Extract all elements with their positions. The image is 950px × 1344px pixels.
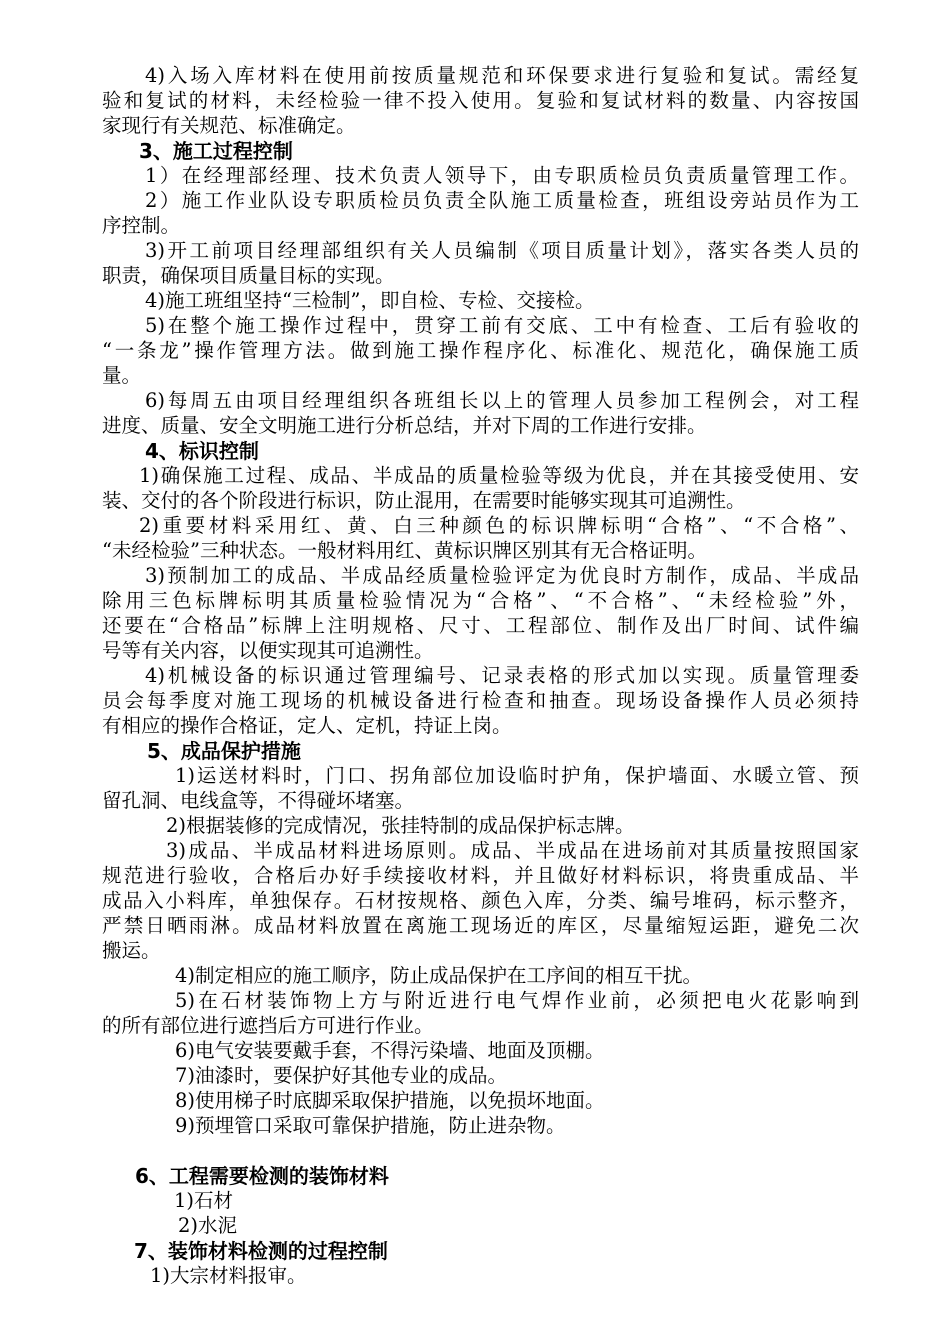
- text-line: 成品入小料库，单独保存。石材按规格、颜色入库，分类、编号堆码，标示整齐，: [102, 889, 859, 912]
- text-line: 1)石材: [174, 1189, 234, 1212]
- text-line: 序控制。: [102, 214, 181, 237]
- text-line: 家现行有关规范、标准确定。: [102, 114, 356, 137]
- text-line: 2)根据装修的完成情况，张挂特制的成品保护标志牌。: [166, 814, 635, 837]
- text-line: 3)成品、半成品材料进场原则。成品、半成品在进场前对其质量按照国家: [166, 839, 859, 862]
- text-line: 4)制定相应的施工顺序，防止成品保护在工序间的相互干扰。: [175, 964, 703, 987]
- text-line: 有相应的操作合格证，定人、定机，持证上岗。: [102, 714, 512, 737]
- text-line: 7)油漆时，要保护好其他专业的成品。: [175, 1064, 508, 1087]
- section-heading: 6、工程需要检测的装饰材料: [135, 1164, 389, 1188]
- text-line: 验和复试的材料，未经检验一律不投入使用。复验和复试材料的数量、内容按国: [102, 89, 859, 112]
- text-line: “一条龙”操作管理方法。做到施工操作程序化、标准化、规范化，确保施工质: [102, 339, 859, 362]
- text-line: 还要在“合格品”标牌上注明规格、尺寸、工程部位、制作及出厂时间、试件编: [102, 614, 859, 637]
- text-line: 5)在整个施工操作过程中，贯穿工前有交底、工中有检查、工后有验收的: [145, 314, 859, 337]
- text-line: 4)机械设备的标识通过管理编号、记录表格的形式加以实现。质量管理委: [145, 664, 859, 687]
- text-line: 4)入场入库材料在使用前按质量规范和环保要求进行复验和复试。需经复: [145, 64, 859, 87]
- text-line: 除用三色标牌标明其质量检验情况为“合格”、“不合格”、“未经检验”外，: [102, 589, 859, 612]
- text-line: 2)重要材料采用红、黄、白三种颜色的标识牌标明“合格”、“不合格”、: [139, 514, 859, 537]
- text-line: 9)预埋管口采取可靠保护措施，防止进杂物。: [175, 1114, 566, 1137]
- text-line: “未经检验”三种状态。一般材料用红、黄标识牌区别其有无合格证明。: [102, 539, 707, 562]
- text-line: 4)施工班组坚持“三检制”，即自检、专检、交接检。: [145, 289, 595, 312]
- text-line: 的所有部位进行遮挡后方可进行作业。: [102, 1014, 434, 1037]
- text-line: 2)水泥: [178, 1214, 238, 1237]
- text-line: 规范进行验收，合格后办好手续接收材料，并且做好材料标识，将贵重成品、半: [102, 864, 859, 887]
- text-line: 员会每季度对施工现场的机械设备进行检查和抽查。现场设备操作人员必须持: [102, 689, 859, 712]
- text-line: 8)使用梯子时底脚采取保护措施，以免损坏地面。: [175, 1089, 605, 1112]
- section-heading: 4、标识控制: [145, 439, 259, 463]
- text-line: 职责，确保项目质量目标的实现。: [102, 264, 395, 287]
- text-line: 3)预制加工的成品、半成品经质量检验评定为优良时方制作，成品、半成品: [145, 564, 859, 587]
- text-line: 1)确保施工过程、成品、半成品的质量检验等级为优良，并在其接受使用、安: [139, 464, 859, 487]
- text-line: 严禁日晒雨淋。成品材料放置在离施工现场近的库区，尽量缩短运距，避免二次: [102, 914, 859, 937]
- section-heading: 5、成品保护措施: [147, 739, 301, 763]
- text-line: 6)电气安装要戴手套，不得污染墙、地面及顶棚。: [175, 1039, 605, 1062]
- text-line: 号等有关内容，以便实现其可追溯性。: [102, 639, 434, 662]
- text-line: 1)大宗材料报审。: [150, 1264, 307, 1287]
- text-line: 5)在石材装饰物上方与附近进行电气焊作业前，必须把电火花影响到: [175, 989, 859, 1012]
- text-line: 进度、质量、安全文明施工进行分析总结，并对下周的工作进行安排。: [102, 414, 707, 437]
- text-line: 留孔洞、电线盒等，不得碰坏堵塞。: [102, 789, 415, 812]
- text-line: 搬运。: [102, 939, 161, 962]
- section-heading: 3、施工过程控制: [139, 139, 293, 163]
- text-line: 1）在经理部经理、技术负责人领导下，由专职质检员负责质量管理工作。: [145, 164, 859, 187]
- text-line: 量。: [102, 364, 142, 387]
- text-line: 6)每周五由项目经理组织各班组长以上的管理人员参加工程例会，对工程: [145, 389, 859, 412]
- text-line: 1)运送材料时，门口、拐角部位加设临时护角，保护墙面、水暖立管、预: [175, 764, 859, 787]
- section-heading: 7、装饰材料检测的过程控制: [134, 1239, 388, 1263]
- text-line: 3)开工前项目经理部组织有关人员编制《项目质量计划》，落实各类人员的: [145, 239, 859, 262]
- text-line: 装、交付的各个阶段进行标识，防止混用，在需要时能够实现其可追溯性。: [102, 489, 746, 512]
- text-line: 2）施工作业队设专职质检员负责全队施工质量检查，班组设旁站员作为工: [145, 189, 859, 212]
